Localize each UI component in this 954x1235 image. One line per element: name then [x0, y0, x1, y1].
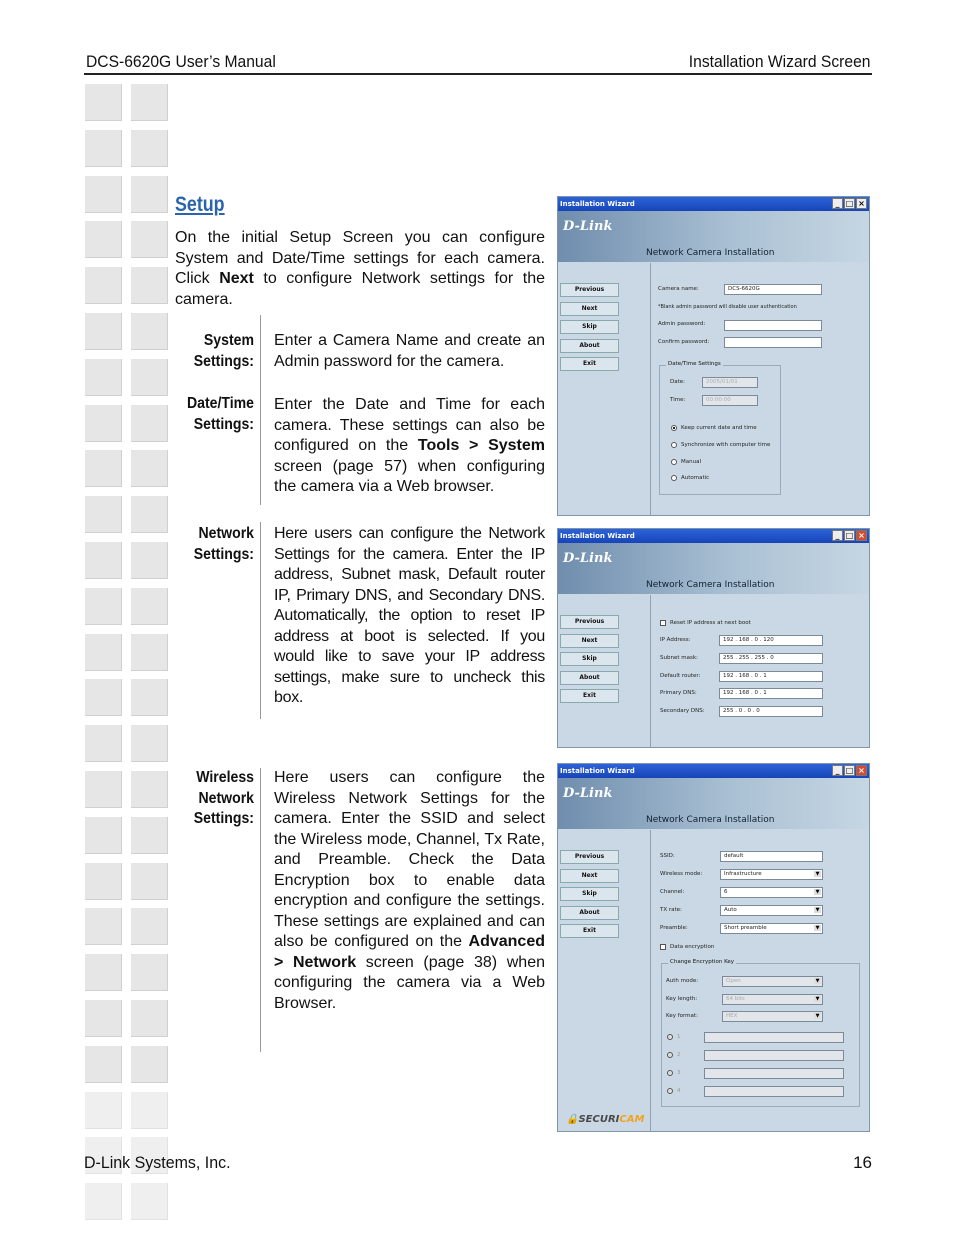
system-settings-text: Enter a Camera Name and create an Admin password for the camera.: [274, 332, 545, 370]
key-input-1[interactable]: [704, 1032, 844, 1043]
wireless-mode-label: Wireless mode:: [660, 871, 703, 877]
about-button[interactable]: About: [560, 671, 619, 685]
decorative-tile: [85, 954, 122, 991]
radio-sync-computer[interactable]: [671, 442, 677, 448]
key-length-label: Key length:: [666, 996, 698, 1002]
network-settings-text: Here users can configure the Network Settings for the camera. Enter the IP address, Subnet mask, Default router IP, Primary DNS, and Secondary DNS. Automatically, the option to reset IP address at boot is selected. If you would like to save your IP address settings, make sure to uncheck this box.: [274, 525, 545, 706]
intro-bold: Next: [219, 270, 254, 287]
reset-ip-label: Reset IP address at next boot: [670, 620, 751, 626]
key-number: 1: [677, 1034, 681, 1040]
decorative-tile: [131, 771, 168, 808]
window-titlebar: Installation Wizard _ □ ×: [558, 197, 869, 211]
decorative-tile: [131, 1000, 168, 1037]
key-number: 2: [677, 1052, 681, 1058]
decorative-tile: [85, 176, 122, 213]
divider-line: [260, 315, 261, 505]
dlink-logo: D-Link: [563, 786, 613, 801]
decorative-tile: [131, 450, 168, 487]
decorative-tile: [131, 863, 168, 900]
preamble-label: Preamble:: [660, 925, 688, 931]
decorative-tile: [85, 359, 122, 396]
network-settings-label: Network Settings:: [193, 525, 254, 563]
default-router-label: Default router:: [660, 673, 701, 679]
skip-button[interactable]: Skip: [560, 652, 619, 666]
secondary-dns-input[interactable]: 255 . 0 . 0 . 0: [719, 706, 823, 717]
ip-address-label: IP Address:: [660, 637, 691, 643]
intro-paragraph: [175, 228, 545, 310]
banner-title: Network Camera Installation: [646, 248, 775, 258]
decorative-tile: [85, 679, 122, 716]
decorative-tile: [85, 1183, 122, 1220]
wireless-settings-label: Wireless Network Settings:: [193, 769, 254, 827]
maximize-icon[interactable]: □: [845, 199, 854, 208]
radio-automatic[interactable]: [671, 475, 677, 481]
decorative-tile: [85, 908, 122, 945]
wireless-settings-text: Here users can configure the Wireless Network Settings for the camera. Enter the SSID and select the Wireless mode, Channel, Tx Rate, and Preamble. Check the Data Encryption box to enable data encryption and configure the settings. These settings are explained and can also be configured on the Advanced > Network screen (page 38) when configuring the camera via a Web Browser.: [274, 769, 545, 1012]
close-icon[interactable]: ×: [856, 198, 867, 209]
decorative-tile: [85, 130, 122, 167]
decorative-tile: [85, 450, 122, 487]
about-button[interactable]: About: [560, 906, 619, 920]
footer-company: D-Link Systems, Inc.: [84, 1153, 231, 1172]
wizard-banner: [558, 543, 869, 594]
confirm-password-label: Confirm password:: [658, 339, 710, 345]
primary-dns-label: Primary DNS:: [660, 690, 697, 696]
ssid-input[interactable]: default: [720, 851, 823, 862]
decorative-tile: [85, 725, 122, 762]
decorative-tile: [85, 1000, 122, 1037]
next-button[interactable]: Next: [560, 302, 619, 316]
decorative-tile: [85, 221, 122, 258]
date-label: Date:: [670, 379, 685, 385]
confirm-password-input[interactable]: [724, 337, 822, 348]
divider-line: [260, 522, 261, 719]
intro-text-1: On the initial Setup Screen you can configure System and Date/Time settings for each camera. Click: [175, 229, 545, 287]
system-settings-label: System Settings:: [193, 332, 254, 370]
decorative-tile: [85, 588, 122, 625]
securicam-logo: 🔒SECURICAM: [566, 1114, 645, 1125]
window-titlebar: Installation Wizard _ □ ×: [558, 764, 869, 778]
key-radio-3[interactable]: [667, 1070, 673, 1076]
auth-mode-label: Auth mode:: [666, 978, 699, 984]
maximize-icon[interactable]: □: [845, 531, 854, 540]
next-button[interactable]: Next: [560, 634, 619, 648]
decorative-tile: [131, 359, 168, 396]
minimize-icon[interactable]: _: [832, 198, 843, 209]
subnet-mask-label: Subnet mask:: [660, 655, 698, 661]
dlink-logo: D-Link: [563, 551, 613, 566]
default-router-input[interactable]: 192 . 168 . 0 . 1: [719, 671, 823, 682]
skip-button[interactable]: Skip: [560, 887, 619, 901]
ip-address-input[interactable]: 192 . 168 . 0 . 120: [719, 635, 823, 646]
wizard-sidebar: [558, 595, 651, 748]
channel-label: Channel:: [660, 889, 685, 895]
close-icon[interactable]: ×: [856, 765, 867, 776]
key-number: 3: [677, 1070, 681, 1076]
header-rule: [84, 73, 872, 75]
exit-button[interactable]: Exit: [560, 689, 619, 703]
secondary-dns-label: Secondary DNS:: [660, 708, 705, 714]
datetime-group: [659, 361, 781, 495]
decorative-tile: [131, 954, 168, 991]
datetime-settings-text: Enter the Date and Time for each camera. These settings can also be configured on the Tools > System screen (page 57) when configuring the camera via a Web browser.: [274, 396, 545, 495]
reset-ip-checkbox[interactable]: [660, 620, 666, 626]
tx-rate-label: TX rate:: [660, 907, 682, 913]
password-note: *Blank admin password will disable user authentication: [658, 304, 797, 310]
banner-title: Network Camera Installation: [646, 580, 775, 590]
close-icon[interactable]: ×: [856, 530, 867, 541]
decorative-tile: [131, 588, 168, 625]
previous-button[interactable]: Previous: [560, 615, 619, 629]
next-button[interactable]: Next: [560, 869, 619, 883]
about-button[interactable]: About: [560, 339, 619, 353]
wireless-mode-select[interactable]: Infrastructure ▼: [720, 869, 823, 880]
admin-password-input[interactable]: [724, 320, 822, 331]
decorative-tile: [131, 496, 168, 533]
exit-button[interactable]: Exit: [560, 924, 619, 938]
key-length-select[interactable]: 64 bits ▼: [722, 994, 823, 1005]
decorative-tile: [85, 771, 122, 808]
dlink-logo: D-Link: [563, 219, 613, 234]
decorative-tile: [131, 130, 168, 167]
date-input[interactable]: 2005/01/01: [702, 377, 758, 388]
banner-title: Network Camera Installation: [646, 815, 775, 825]
key-input-3[interactable]: [704, 1068, 844, 1079]
decorative-tile: [131, 679, 168, 716]
decorative-tile: [131, 1183, 168, 1220]
primary-dns-input[interactable]: 192 . 168 . 0 . 1: [719, 688, 823, 699]
page-number: 16: [853, 1153, 872, 1172]
decorative-tile: [85, 1046, 122, 1083]
header-manual-title: DCS-6620G User’s Manual: [86, 52, 276, 71]
key-number: 4: [677, 1088, 681, 1094]
channel-select[interactable]: 6 ▼: [720, 887, 823, 898]
key-format-select[interactable]: HEX ▼: [722, 1011, 823, 1022]
previous-button[interactable]: Previous: [560, 850, 619, 864]
wizard-screenshot-wireless: [557, 763, 870, 1132]
decorative-tile: [131, 176, 168, 213]
radio-label: Automatic: [681, 475, 710, 481]
decorative-tile: [85, 313, 122, 350]
decorative-tile: [131, 221, 168, 258]
minimize-icon[interactable]: _: [832, 530, 843, 541]
camera-name-input[interactable]: DCS-6620G: [724, 284, 822, 295]
decorative-tile: [85, 84, 122, 121]
tx-rate-select[interactable]: Auto ▼: [720, 905, 823, 916]
key-format-label: Key format:: [666, 1013, 698, 1019]
decorative-tile: [131, 908, 168, 945]
decorative-tile: [85, 267, 122, 304]
skip-button[interactable]: Skip: [560, 320, 619, 334]
decorative-tile: [85, 496, 122, 533]
decorative-tile: [131, 1092, 168, 1129]
decorative-tile: [131, 405, 168, 442]
previous-button[interactable]: Previous: [560, 283, 619, 297]
key-radio-4[interactable]: [667, 1088, 673, 1094]
data-encryption-label: Data encryption: [670, 944, 715, 950]
wizard-banner: [558, 778, 869, 829]
decorative-tile: [85, 542, 122, 579]
decorative-tile: [131, 313, 168, 350]
preamble-select[interactable]: Short preamble ▼: [720, 923, 823, 934]
wizard-screenshot-network: [557, 528, 870, 748]
auth-mode-select[interactable]: Open ▼: [722, 976, 823, 987]
data-encryption-checkbox[interactable]: [660, 944, 666, 950]
ssid-label: SSID:: [660, 853, 675, 859]
section-heading: Setup: [175, 193, 225, 216]
decorative-tile: [85, 817, 122, 854]
decorative-tile: [85, 405, 122, 442]
wizard-sidebar: [558, 263, 651, 516]
datetime-settings-label: Date/Time Settings:: [186, 395, 254, 433]
radio-keep-current[interactable]: [671, 425, 677, 431]
key-input-2[interactable]: [704, 1050, 844, 1061]
radio-label: Keep current date and time: [681, 425, 757, 431]
decorative-tile: [131, 542, 168, 579]
decorative-tile: [131, 725, 168, 762]
encryption-key-group: [661, 959, 860, 1107]
window-titlebar: Installation Wizard _ □ ×: [558, 529, 869, 543]
time-input[interactable]: 00:00:00: [702, 395, 758, 406]
datetime-group-label: Date/Time Settings: [668, 361, 721, 367]
admin-password-label: Admin password:: [658, 321, 706, 327]
divider-line: [260, 768, 261, 1052]
wizard-banner: [558, 211, 869, 262]
decorative-tile: [85, 634, 122, 671]
subnet-mask-input[interactable]: 255 . 255 . 255 . 0: [719, 653, 823, 664]
intro-text-2: to configure Network settings for the camera.: [175, 270, 545, 308]
key-radio-1[interactable]: [667, 1034, 673, 1040]
decorative-tile: [131, 84, 168, 121]
radio-label: Synchronize with computer time: [681, 442, 771, 448]
decorative-tile: [131, 1046, 168, 1083]
decorative-tile: [131, 634, 168, 671]
decorative-tile: [85, 863, 122, 900]
key-radio-2[interactable]: [667, 1052, 673, 1058]
time-label: Time:: [670, 397, 686, 403]
key-input-4[interactable]: [704, 1086, 844, 1097]
radio-manual[interactable]: [671, 459, 677, 465]
minimize-icon[interactable]: _: [832, 765, 843, 776]
radio-label: Manual: [681, 459, 701, 465]
header-section-title: Installation Wizard Screen: [688, 52, 870, 71]
camera-name-label: Camera name:: [658, 286, 699, 292]
decorative-tile: [131, 817, 168, 854]
wizard-sidebar: [558, 830, 651, 1132]
wizard-screenshot-system: [557, 196, 870, 516]
exit-button[interactable]: Exit: [560, 357, 619, 371]
decorative-tile: [131, 267, 168, 304]
encryption-group-label: Change Encryption Key: [670, 959, 735, 965]
maximize-icon[interactable]: □: [845, 766, 854, 775]
decorative-tile: [85, 1092, 122, 1129]
